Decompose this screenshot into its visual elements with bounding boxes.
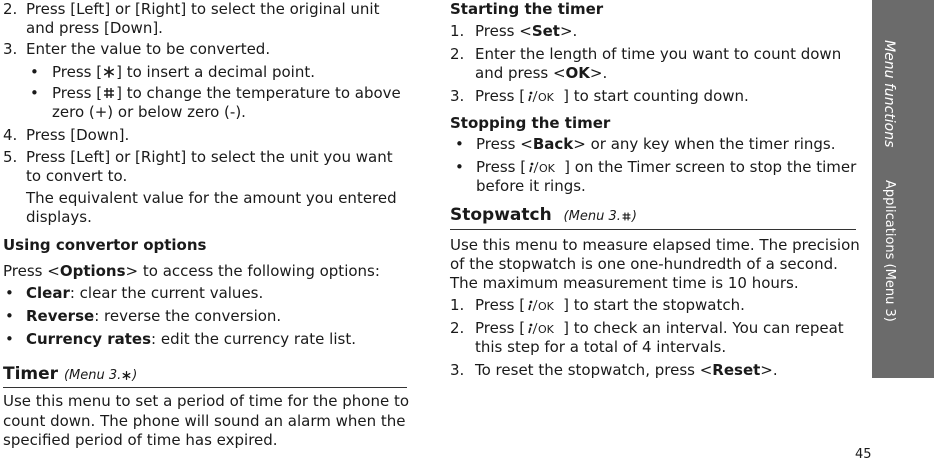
option-name: Clear: [26, 284, 70, 302]
timer-heading: [3, 365, 137, 385]
paragraph-line: of the stopwatch is one one-hundredth of a second.: [450, 255, 838, 273]
text-fragment: > to access the following options:: [125, 262, 380, 280]
text-fragment: >.: [760, 361, 778, 379]
text-fragment: > or any key when the timer rings.: [573, 135, 836, 153]
bullet: •: [455, 158, 464, 176]
step-text: [475, 22, 577, 41]
option-item: [26, 307, 281, 326]
step-text: [475, 319, 844, 338]
paragraph-line: count down. The phone will sound an alarm when the: [3, 412, 406, 430]
bullet: •: [455, 135, 464, 153]
paragraph-line: Use this menu to set a period of time for the phone to: [3, 392, 410, 410]
hash-key-icon: [102, 86, 116, 100]
text-fragment: Press [: [475, 296, 526, 314]
step-number: 1.: [450, 296, 465, 314]
softkey-name: OK: [565, 64, 590, 82]
text-fragment: (Menu 3.: [563, 209, 621, 224]
text-fragment: Press <: [475, 22, 532, 40]
stopwatch-heading: [450, 206, 637, 226]
note-text: The equivalent value for the amount you entered: [26, 189, 397, 207]
bullet: •: [30, 84, 39, 102]
bullet: •: [5, 307, 14, 325]
star-key-icon: [102, 65, 116, 79]
text-fragment: Press <: [476, 135, 533, 153]
section-label: Applications (Menu 3): [882, 180, 897, 322]
text-fragment: Press <: [3, 262, 60, 280]
text-fragment: >.: [589, 64, 608, 82]
text-fragment: ] to check an interval. You can repeat: [563, 319, 844, 337]
step-text: to convert to.: [26, 167, 128, 185]
option-desc: : clear the current values.: [69, 284, 264, 302]
bullet-text: before it rings.: [476, 177, 586, 195]
menu-reference: [564, 209, 637, 224]
chapter-side-label: [877, 40, 899, 370]
svg-text:OK: OK: [538, 300, 554, 312]
section-heading: Stopping the timer: [450, 114, 611, 132]
step-number: 3.: [450, 361, 465, 379]
text-fragment: Press [: [475, 319, 526, 337]
option-name: Reverse: [26, 307, 95, 325]
chapter-title: Menu functions: [881, 40, 897, 148]
text-fragment: Press [: [475, 87, 526, 105]
step-text: Enter the value to be converted.: [26, 40, 271, 58]
option-name: Options: [59, 262, 126, 280]
step-text: Press [Left] or [Right] to select the original unit: [26, 0, 380, 18]
bullet: •: [5, 284, 14, 302]
step-text: Press [Down].: [26, 126, 130, 144]
note-text: displays.: [26, 208, 92, 226]
step-text: and press [Down].: [26, 19, 163, 37]
text-fragment: ] to insert a decimal point.: [116, 63, 315, 81]
bullet: •: [5, 330, 14, 348]
step-number: 3.: [450, 87, 465, 105]
text-fragment: Press [: [52, 84, 103, 102]
section-heading: Using convertor options: [3, 236, 207, 254]
text-fragment: and press <: [475, 64, 566, 82]
bullet-text: zero (+) or below zero (-).: [52, 103, 246, 121]
bullet-text: [52, 84, 401, 103]
option-desc: : edit the currency rate list.: [151, 330, 356, 348]
step-text: Enter the length of time you want to count down: [475, 45, 842, 63]
step-text: [475, 87, 749, 106]
text-fragment: ): [132, 368, 138, 383]
paragraph: [3, 262, 380, 281]
page-number: 45: [855, 447, 872, 462]
bullet-text: [476, 158, 856, 177]
hash-key-icon: [621, 211, 632, 222]
step-text: [475, 361, 778, 380]
ok-key-icon: [525, 298, 563, 312]
heading-rule: [3, 387, 407, 388]
step-number: 2.: [450, 319, 465, 337]
step-number: 1.: [450, 22, 465, 40]
star-key-icon: [121, 370, 132, 381]
softkey-name: Reset: [712, 361, 761, 379]
ok-key-icon: [525, 321, 563, 335]
section-title: Stopwatch: [450, 205, 552, 225]
softkey-name: Back: [532, 135, 574, 153]
heading-rule: [450, 229, 856, 230]
step-number: 2.: [450, 45, 465, 63]
bullet: •: [30, 63, 39, 81]
paragraph-line: specified period of time has expired.: [3, 431, 278, 449]
option-desc: : reverse the conversion.: [94, 307, 282, 325]
text-fragment: Press [: [476, 158, 527, 176]
text-fragment: ] to start counting down.: [563, 87, 749, 105]
text-fragment: ] to start the stopwatch.: [563, 296, 745, 314]
softkey-name: Set: [531, 22, 560, 40]
ok-key-icon: [526, 160, 564, 174]
step-number: 4.: [3, 126, 18, 144]
svg-text:OK: OK: [538, 91, 554, 103]
text-fragment: >.: [559, 22, 578, 40]
bullet-text: [476, 135, 836, 154]
svg-text:OK: OK: [538, 323, 554, 335]
step-number: 5.: [3, 148, 18, 166]
text-fragment: ): [631, 209, 637, 224]
step-text: this step for a total of 4 intervals.: [475, 338, 727, 356]
text-fragment: ] on the Timer screen to stop the timer: [564, 158, 857, 176]
text-fragment: ] to change the temperature to above: [116, 84, 401, 102]
bullet-text: [52, 63, 315, 82]
paragraph-line: The maximum measurement time is 10 hours.: [450, 274, 799, 292]
text-fragment: Press [: [52, 63, 103, 81]
ok-key-icon: [525, 89, 563, 103]
menu-reference: [64, 368, 137, 383]
option-item: [26, 284, 263, 303]
step-text: [475, 64, 607, 83]
option-item: [26, 330, 356, 349]
step-text: [475, 296, 745, 315]
step-text: Press [Left] or [Right] to select the unit you want: [26, 148, 393, 166]
section-title: Timer: [3, 364, 59, 384]
option-name: Currency rates: [26, 330, 152, 348]
section-heading: Starting the timer: [450, 0, 604, 18]
svg-text:OK: OK: [539, 162, 555, 174]
step-number: 3.: [3, 40, 18, 58]
text-fragment: To reset the stopwatch, press <: [475, 361, 713, 379]
step-number: 2.: [3, 0, 18, 18]
text-fragment: (Menu 3.: [63, 368, 122, 383]
paragraph-line: Use this menu to measure elapsed time. The precision: [450, 236, 860, 254]
